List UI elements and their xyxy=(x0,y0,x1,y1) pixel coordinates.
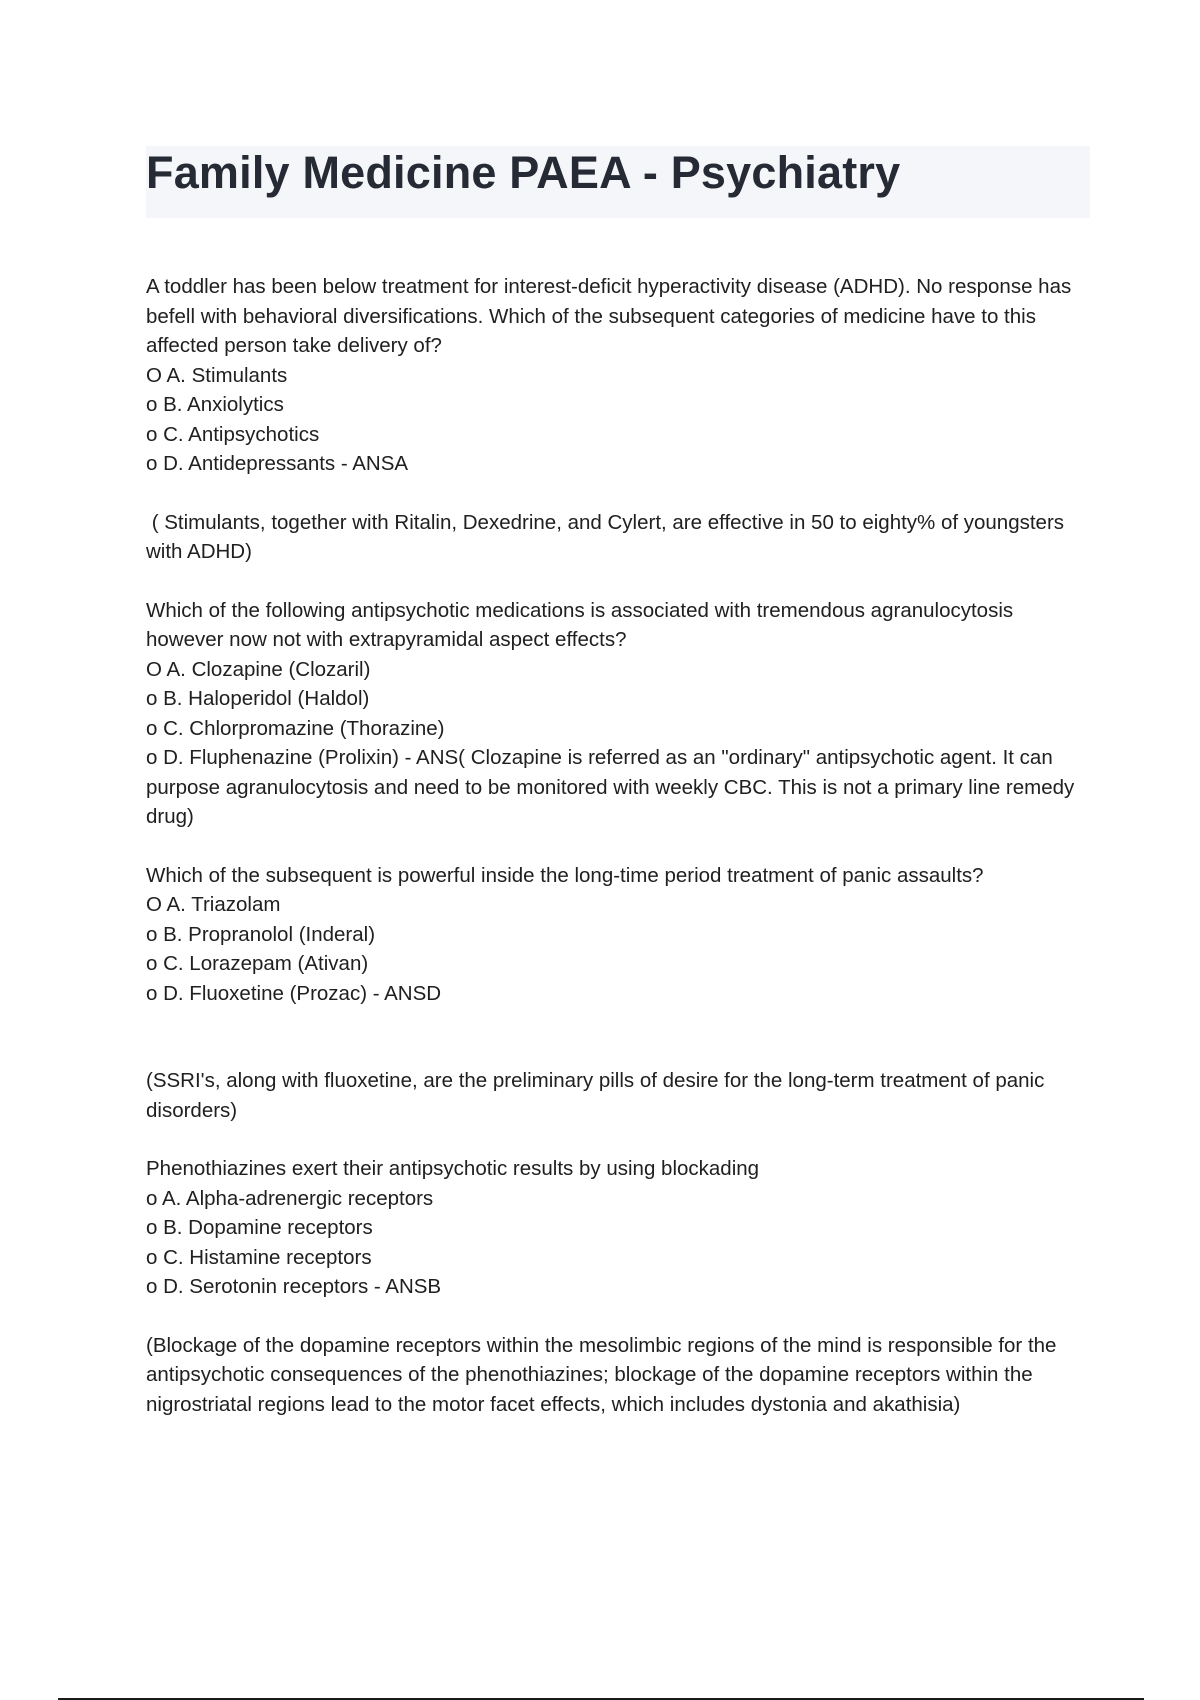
question-block-2 xyxy=(146,596,1096,832)
page-title: Family Medicine PAEA - Psychiatry xyxy=(146,147,901,198)
question-2-option-d: o D. Fluphenazine (Prolixin) - ANS( Clozapine is referred as an "ordinary" antipsychotic agent. It can purpose agranulocytosis and need to be monitored with weekly CBC. This is not a primary line remedy drug) xyxy=(146,746,1075,828)
question-block-1 xyxy=(146,272,1096,567)
question-block-3 xyxy=(146,861,1096,1126)
question-3-option-c: o C. Lorazepam (Ativan) xyxy=(146,952,369,975)
question-2-option-a: O A. Clozapine (Clozaril) xyxy=(146,657,371,681)
document-body xyxy=(146,272,1096,1419)
question-4-stem: Phenothiazines exert their antipsychotic results by using blockading xyxy=(146,1157,760,1180)
question-1-stem: A toddler has been below treatment for interest-deficit hyperactivity disease (ADHD). No response has befell with behavioral diversifications. Which of the subsequent categories of medicine have to this affected person take delivery of? xyxy=(146,275,1072,357)
question-4-option-a: o A. Alpha-adrenergic receptors xyxy=(146,1186,434,1210)
question-2-option-b: o B. Haloperidol (Haldol) xyxy=(146,687,370,710)
question-3-option-a: O A. Triazolam xyxy=(146,893,281,916)
question-1-option-a: O A. Stimulants xyxy=(146,363,288,387)
question-4-option-b: o B. Dopamine receptors xyxy=(146,1216,373,1239)
question-4-option-d: o D. Serotonin receptors - ANSB xyxy=(146,1275,442,1298)
question-4-option-c: o C. Histamine receptors xyxy=(146,1245,372,1269)
question-1-option-b: o B. Anxiolytics xyxy=(146,393,284,416)
question-3-option-b: o B. Propranolol (Inderal) xyxy=(146,922,376,946)
question-3-explanation: (SSRI's, along with fluoxetine, are the preliminary pills of desire for the long-term treatment of panic disorders) xyxy=(146,1069,1045,1122)
question-1-explanation: ( Stimulants, together with Ritalin, Dexedrine, and Cylert, are effective in 50 to eighty% of youngsters with ADHD) xyxy=(146,510,1070,563)
question-2-option-c: o C. Chlorpromazine (Thorazine) xyxy=(146,716,445,740)
question-1-option-c: o C. Antipsychotics xyxy=(146,422,320,446)
question-block-4 xyxy=(146,1154,1096,1419)
question-4-explanation: (Blockage of the dopamine receptors within the mesolimbic regions of the mind is responsible for the antipsychotic consequences of the phenothiazines; blockage of the dopamine receptors within the nigrostriatal regions lead to the motor facet effects, which includes dystonia and akathisia) xyxy=(146,1333,1057,1416)
question-3-stem: Which of the subsequent is powerful inside the long-time period treatment of panic assaults? xyxy=(146,863,984,887)
question-2-stem: Which of the following antipsychotic medications is associated with tremendous agranulocytosis however now not with extrapyramidal aspect effects? xyxy=(146,598,1014,651)
question-1-option-d: o D. Antidepressants - ANSA xyxy=(146,452,409,475)
question-3-option-d: o D. Fluoxetine (Prozac) - ANSD xyxy=(146,981,442,1005)
